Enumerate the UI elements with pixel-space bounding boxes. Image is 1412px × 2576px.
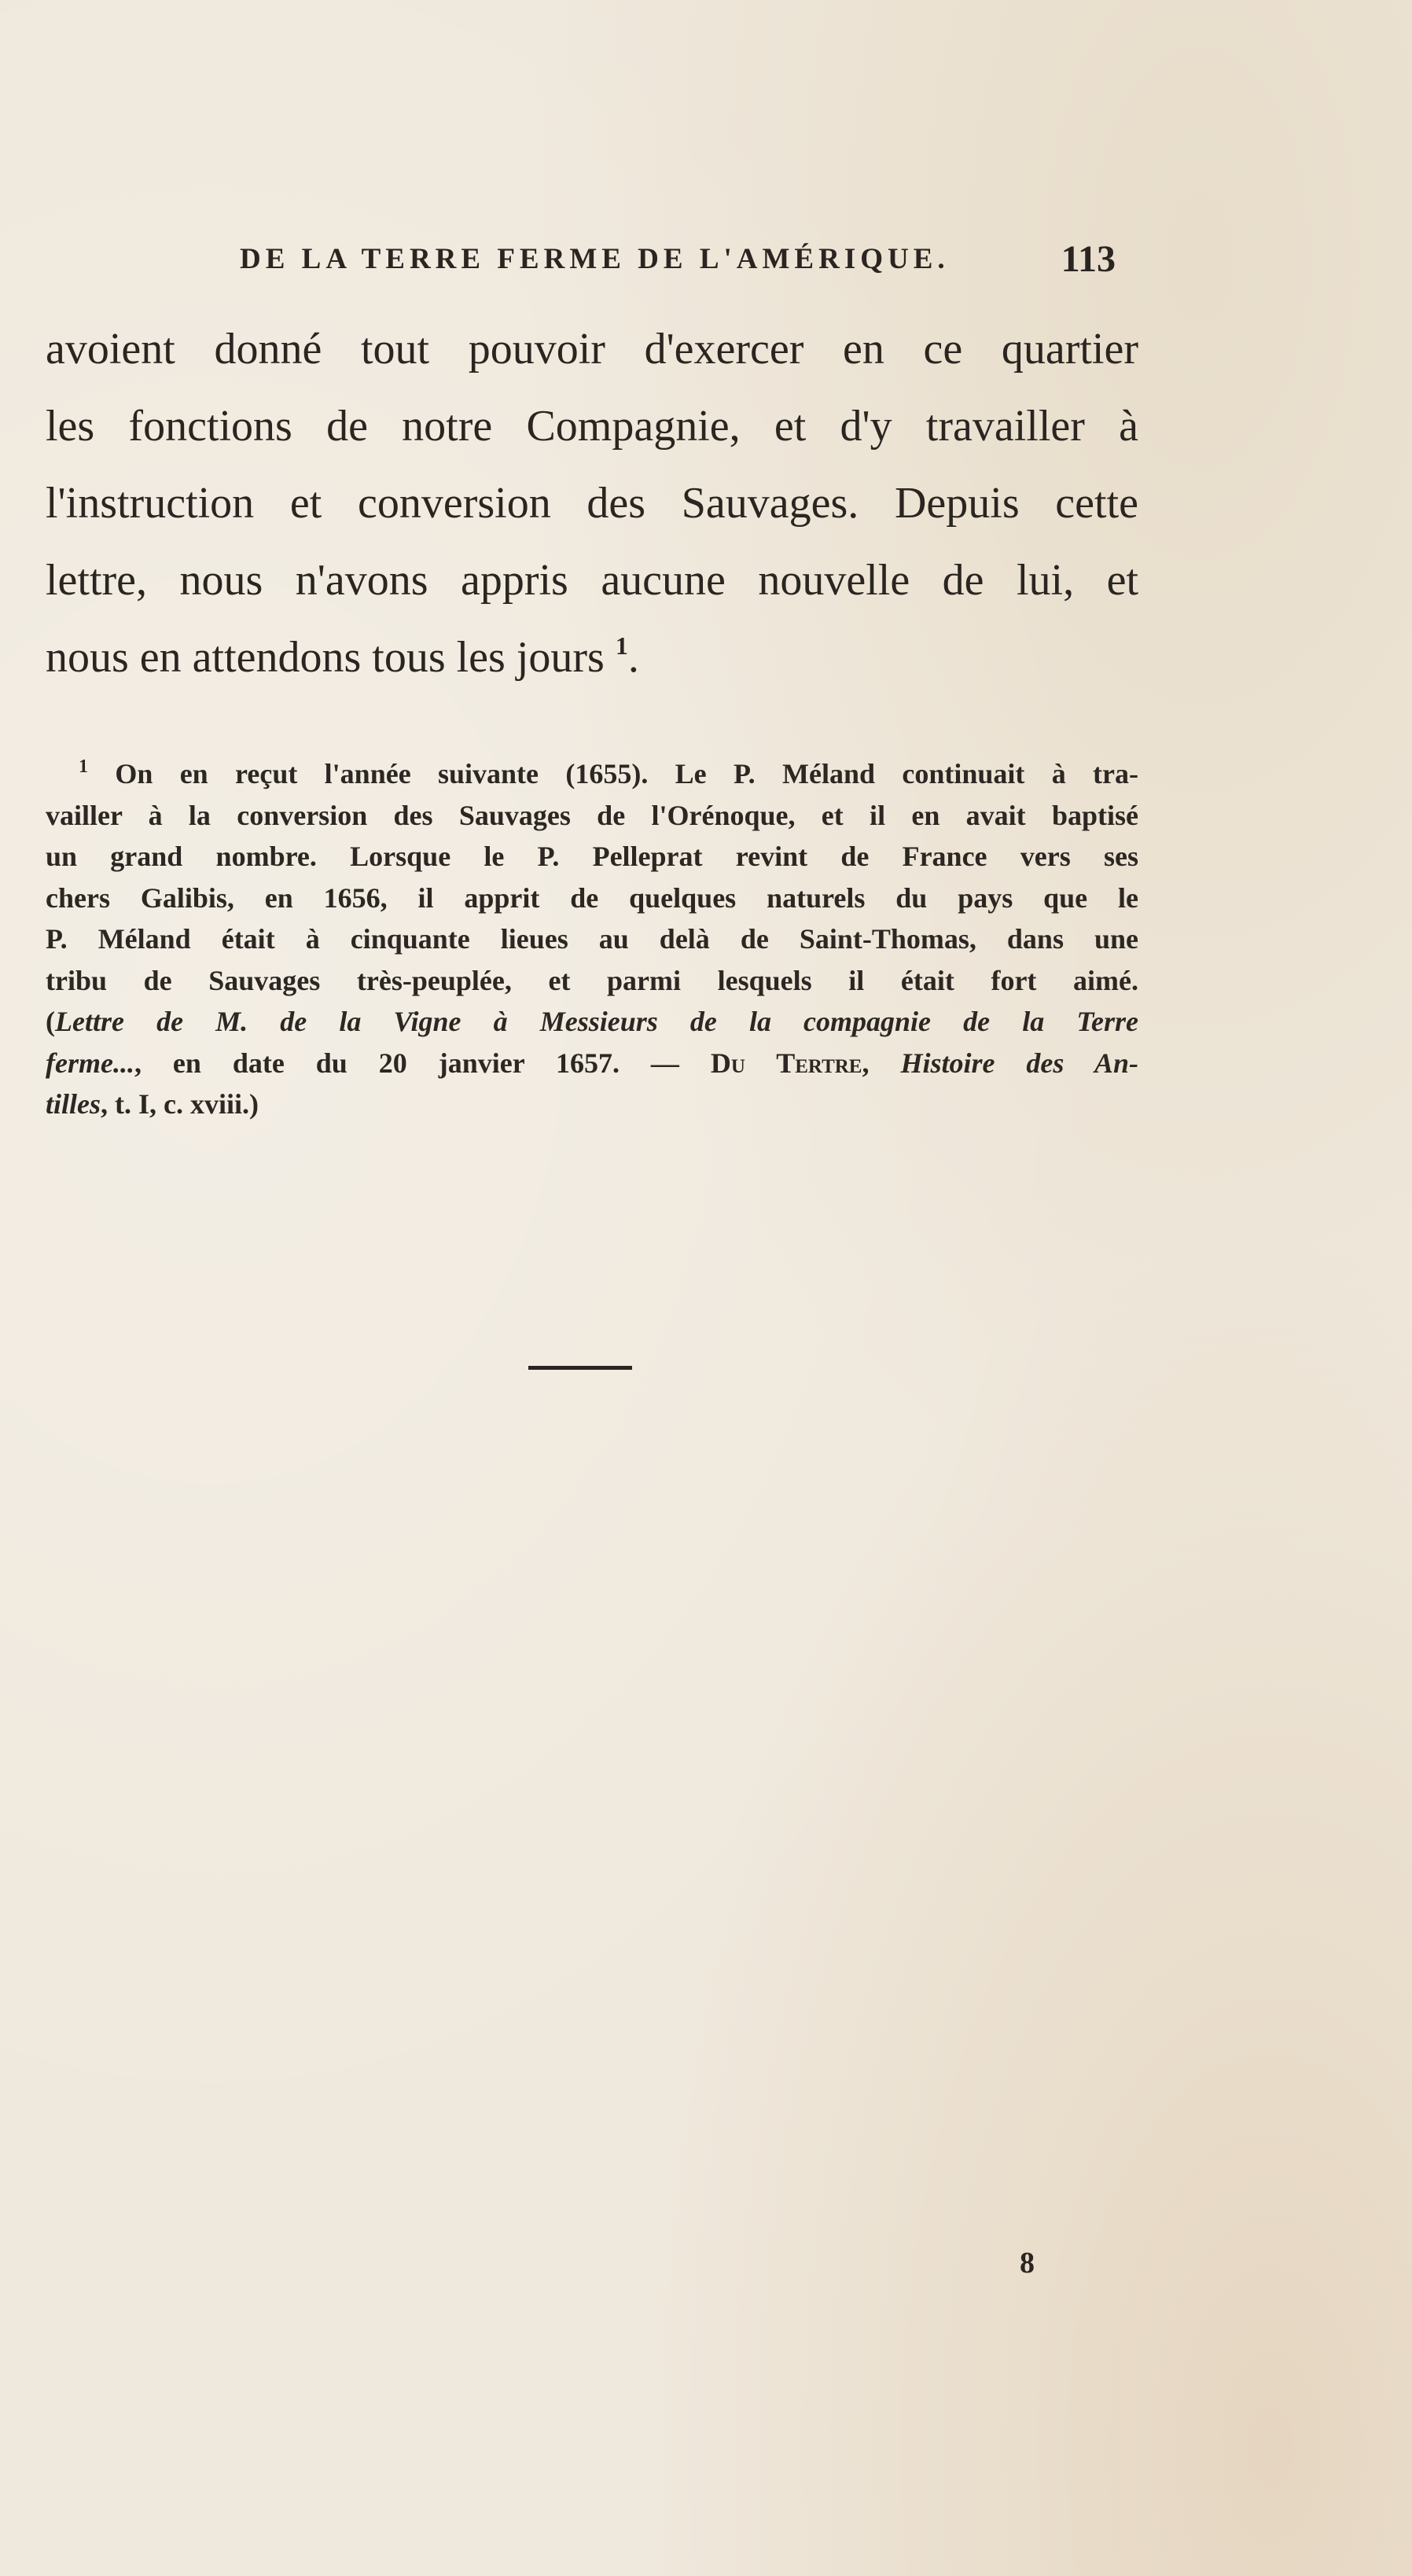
body-line: lettre, nous n'avons appris aucune nouvelle de lui, et [46,556,1138,605]
citation-work-title: Histoire des An- [900,1047,1138,1079]
body-line-text: nous en attendons tous les jours [46,633,605,682]
body-line: les fonctions de notre Compagnie, et d'y travailler à [46,402,1138,451]
citation-author: Du Tertre [710,1047,862,1079]
footnote-line-text: On en reçut l'année suivante (1655). Le P. Méland continuait à tra- [115,758,1138,789]
body-line [46,619,1138,696]
footnote-line: (Lettre de M. de la Vigne à Messieurs de la compagnie de la Terre [46,1006,1138,1037]
page-header [240,238,1116,289]
footnote-line: tribu de Sauvages très-peuplée, et parmi lesquels il était fort aimé. [46,964,1138,996]
footnote-line [46,1043,1138,1084]
footnote-line: un grand nombre. Lorsque le P. Pelleprat revint de France vers ses [46,841,1138,872]
body-paragraph [46,311,1138,696]
running-title: DE LA TERRE FERME DE L'AMÉRIQUE. [240,243,950,275]
body-line: avoient donné tout pouvoir d'exercer en ce quartier [46,325,1138,374]
footnote-line [46,1084,1138,1125]
footnote-marker: 1 [79,756,88,777]
footnote-line: vailler à la conversion des Sauvages de l'Orénoque, et il en avait baptisé [46,799,1138,831]
footnote-line: chers Galibis, en 1656, il apprit de quelques naturels du pays que le [46,881,1138,914]
footnote-reference: 1 [615,631,628,660]
section-rule [528,1366,632,1370]
page-number: 113 [1061,238,1116,280]
footnote [46,753,1138,1125]
footnote-line: P. Méland était à cinquante lieues au delà de Saint-Thomas, dans une [46,923,1138,955]
citation-work-title-end: tilles [46,1088,101,1120]
signature-mark: 8 [1020,2247,1035,2280]
citation-letter-title-end: ferme... [46,1047,134,1079]
body-final-punct: . [627,633,639,682]
citation-separator: , [862,1047,901,1079]
body-line: l'instruction et conversion des Sauvages. Depuis cette [46,479,1138,528]
citation-letter-title: Lettre de M. de la Vigne à Messieurs de la compagnie de la Terre [55,1006,1138,1037]
citation-volume-chapter: , t. I, c. xviii.) [101,1088,259,1120]
footnote-line [46,753,1138,795]
citation-date: , en date du 20 janvier 1657. — [134,1047,711,1079]
